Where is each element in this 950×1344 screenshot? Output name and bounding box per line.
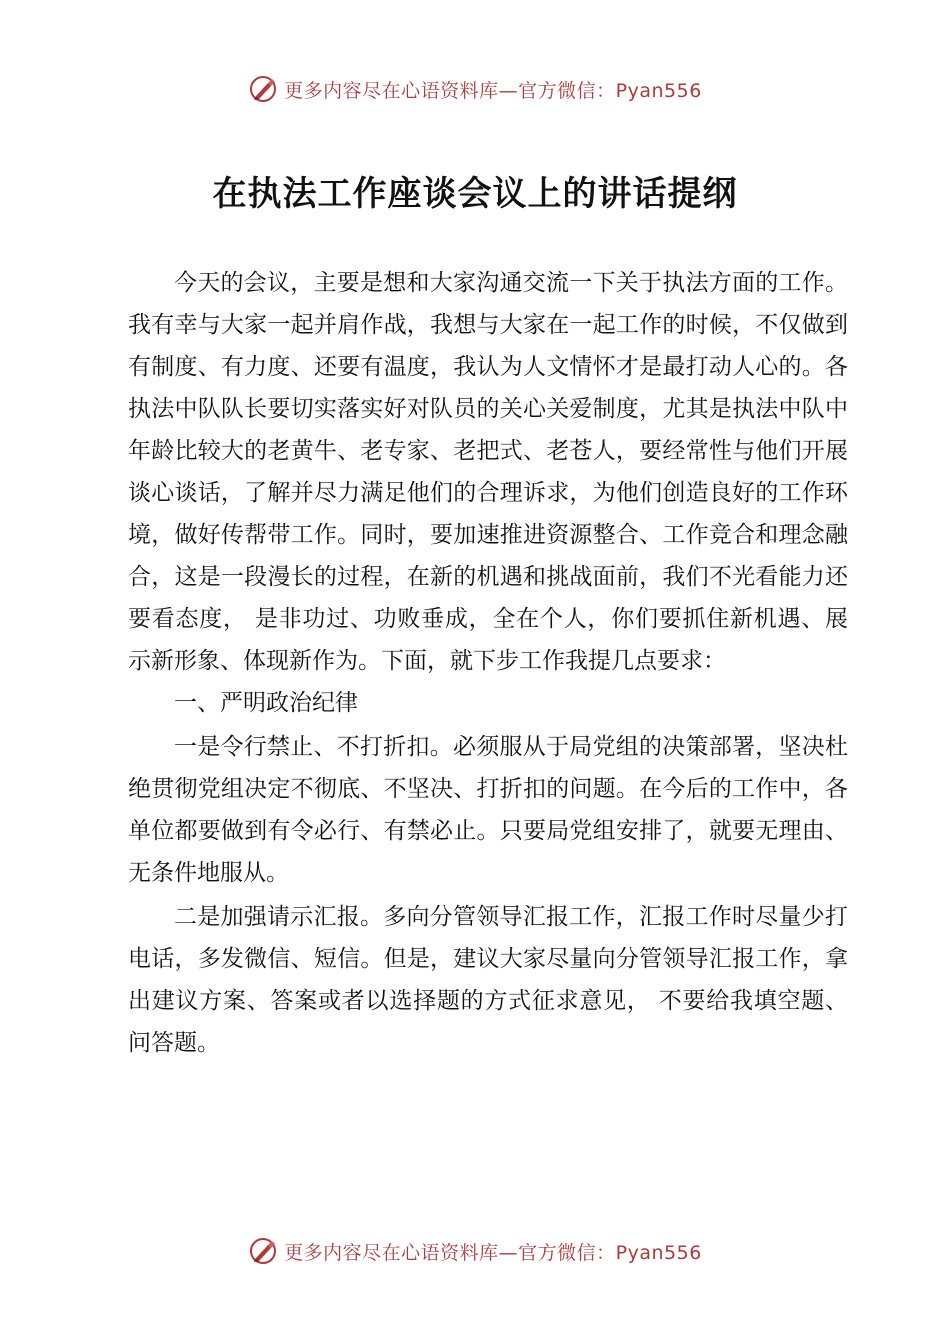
document-title: 在执法工作座谈会议上的讲话提纲: [212, 174, 738, 214]
paragraph-point-one: 一是令行禁止、不打折扣。必须服从于局党组的决策部署，坚决杜绝贯彻党组决定不彻底、不坚决、打折扣的问题。在今后的工作中，各单位都要做到有令必行、有禁必止。只要局党组安排了，就要无理由、无条件地服从。: [128, 734, 848, 886]
paragraph-intro: 今天的会议，主要是想和大家沟通交流一下关于执法方面的工作。我有幸与大家一起并肩作战，我想与大家在一起工作的时候，不仅做到有制度、有力度、还要有温度，我认为人文情怀才是最打动人心的。各执法中队队长要切实落实好对队员的关心关爱制度，尤其是执法中队中年龄比较大的老黄牛、老专家、老把式、老苍人，要经常性与他们开展谈心谈话，了解并尽力满足他们的合理诉求，为他们创造良好的工作环境，做好传帮带工作。同时，要加速推进资源整合、工作竞合和理念融合，这是一段漫长的过程，在新的机遇和挑战面前，我们不光看能力还要看态度， 是非功过、功败垂成，全在个人，你们要抓住新机遇、展示新形象、体现新作为。下面，就下步工作我提几点要求：: [128, 270, 848, 674]
pen-circle-icon: [248, 1236, 278, 1266]
document-body: [128, 262, 848, 1064]
section-heading: 一、严明政治纪律: [174, 690, 358, 716]
paragraph-point-two: 二是加强请示汇报。多向分管领导汇报工作，汇报工作时尽量少打电话，多发微信、短信。但是，建议大家尽量向分管领导汇报工作，拿出建议方案、答案或者以选择题的方式征求意见， 不要给我填空题、问答题。: [128, 904, 848, 1056]
watermark-header: [0, 74, 950, 104]
watermark-footer: [0, 1236, 950, 1266]
watermark-text: 更多内容尽在心语资料库—官方微信：Pyan556: [284, 1241, 702, 1264]
watermark-text: 更多内容尽在心语资料库—官方微信：Pyan556: [284, 79, 702, 102]
pen-circle-icon: [248, 74, 278, 104]
